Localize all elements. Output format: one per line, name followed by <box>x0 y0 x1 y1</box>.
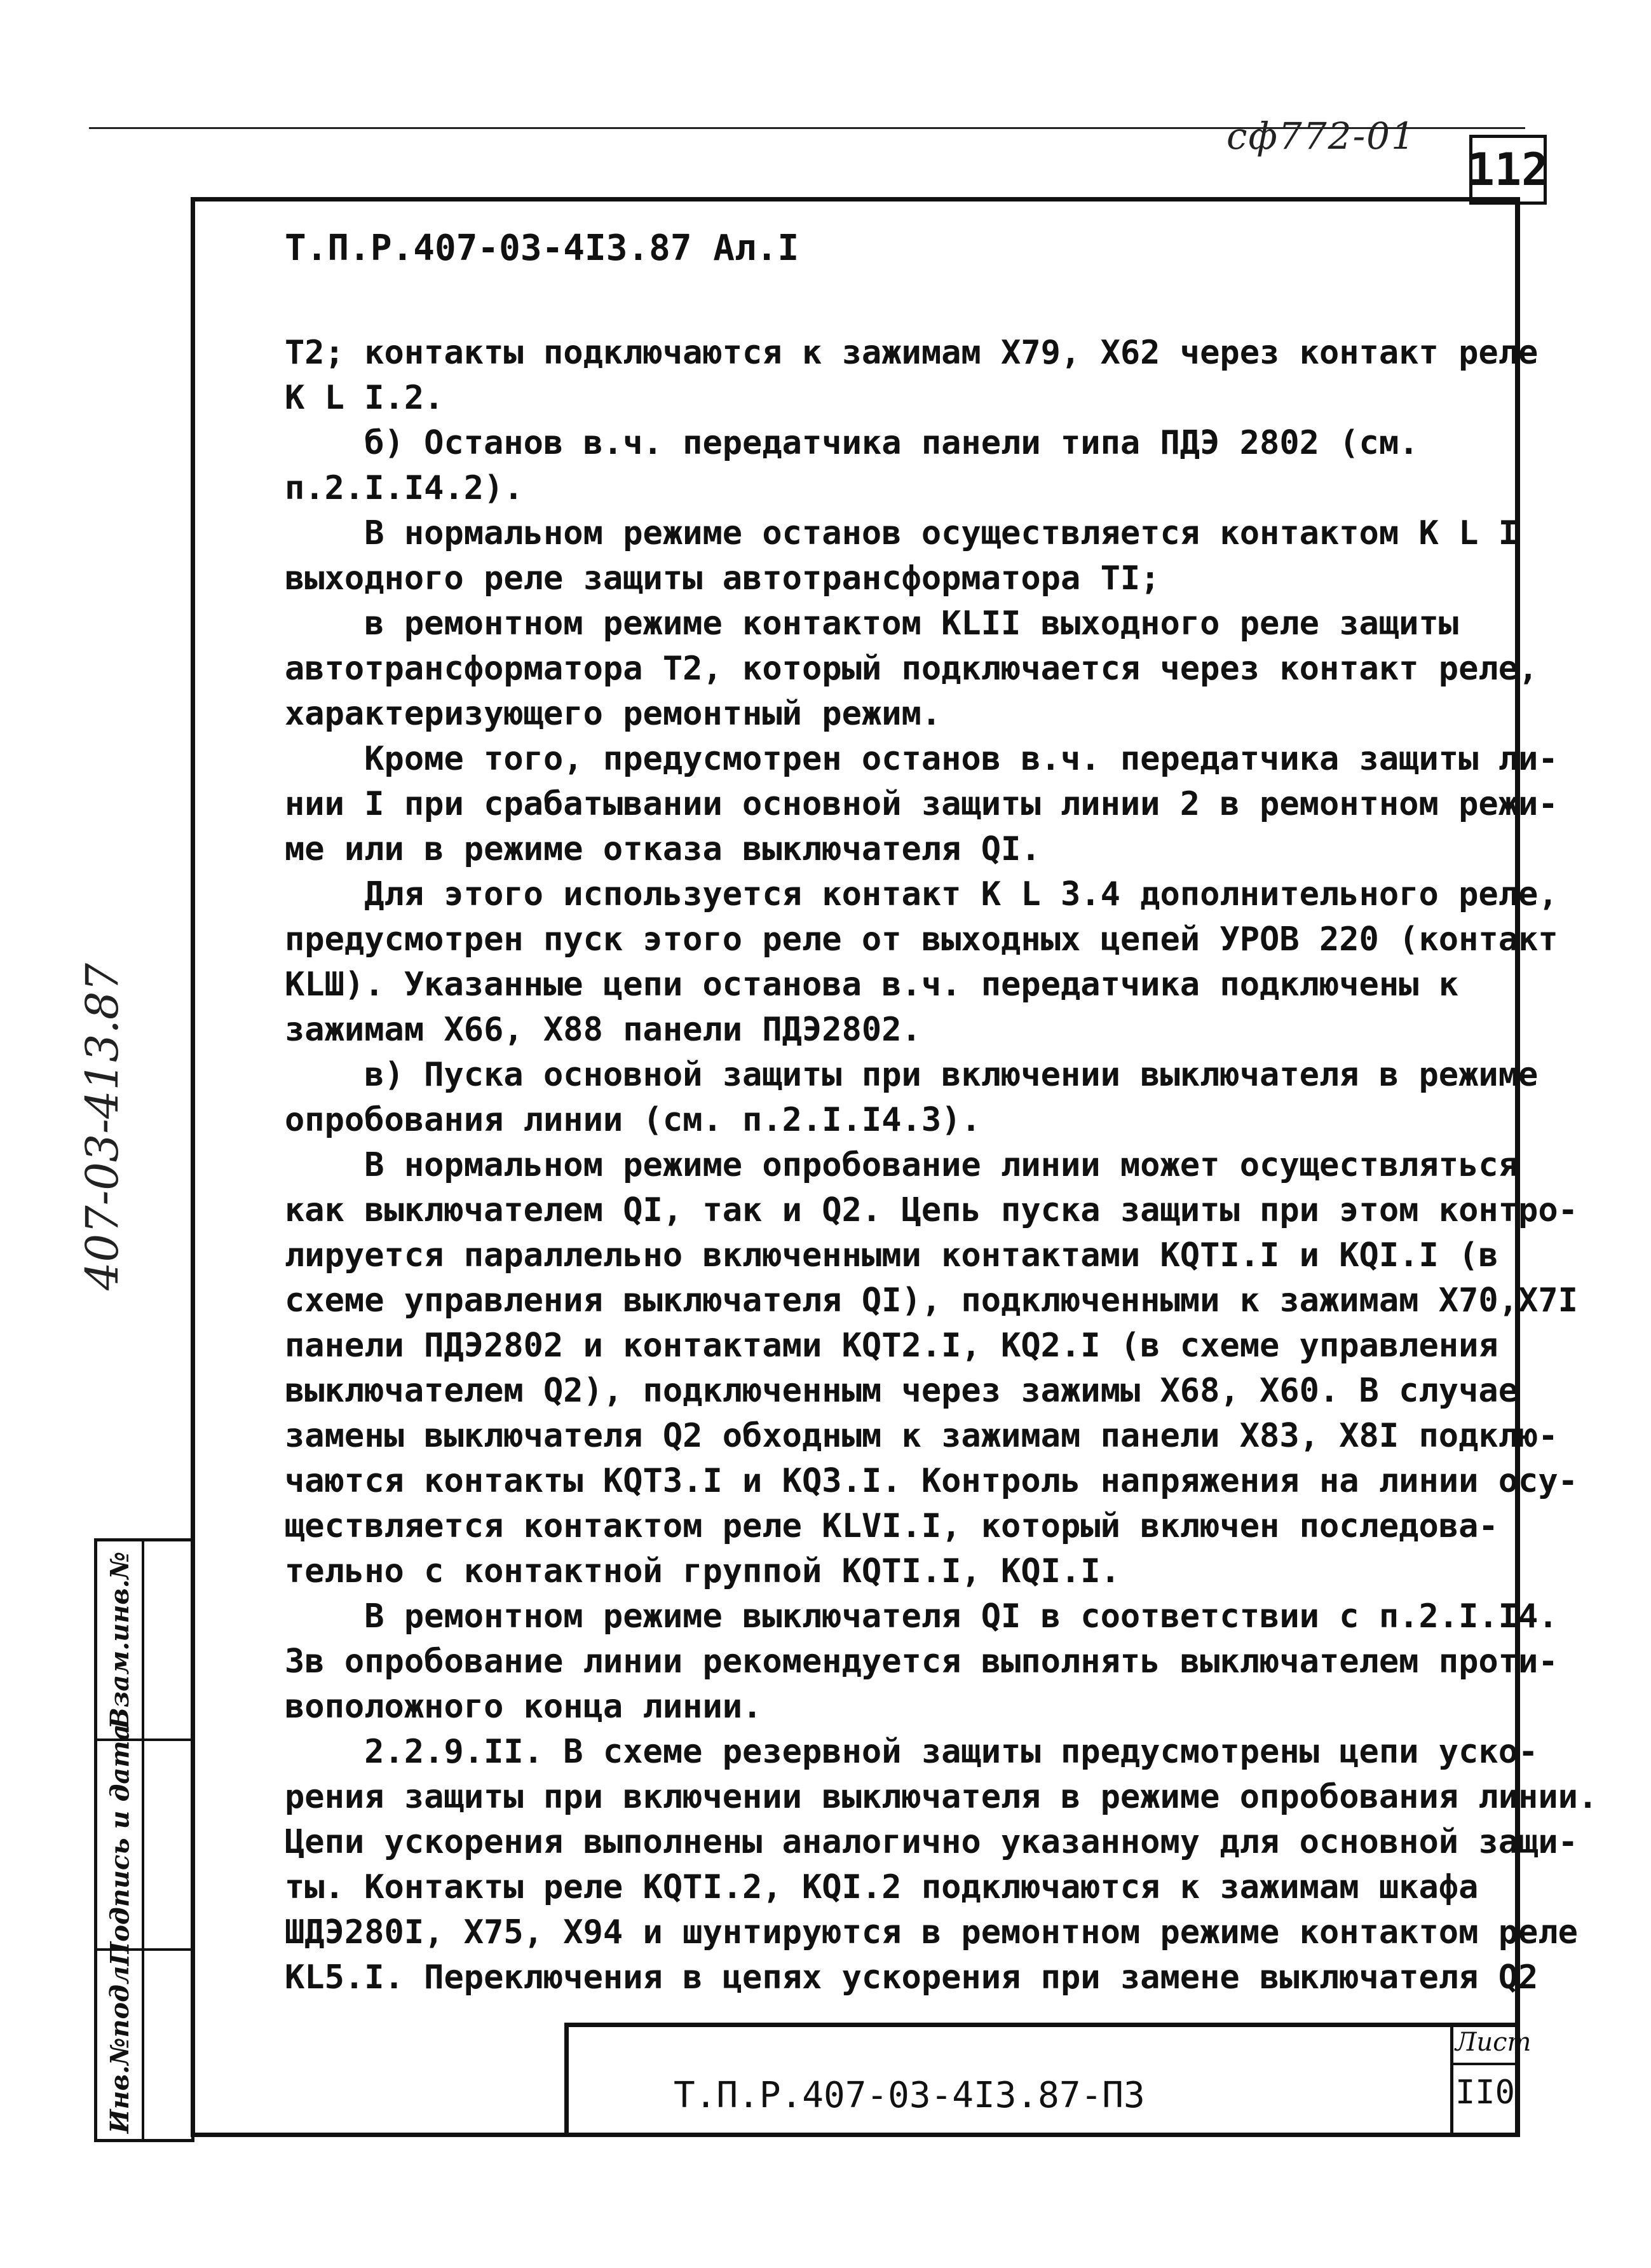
text-line: панели ПДЭ2802 и контактами КQT2.I, КQ2.I (в схеме управления <box>285 1327 1498 1365</box>
text-line: схеме управления выключателя QI), подключенными к зажимам Х70,Х7I <box>285 1281 1578 1320</box>
text-line: нии I при срабатывании основной защиты линии 2 в ремонтном режи- <box>285 785 1558 823</box>
side-label-original-inventory: Инв.№подл. <box>105 1957 135 2133</box>
text-line: замены выключателя Q2 обходным к зажимам панели Х83, Х8I подклю- <box>285 1417 1558 1455</box>
title-block-doc-code: Т.П.Р.407-03-4I3.87-ПЗ <box>674 2075 1145 2116</box>
text-line: Кроме того, предусмотрен останов в.ч. передатчика защиты ли- <box>285 740 1558 778</box>
text-line: характеризующего ремонтный режим. <box>285 695 942 733</box>
text-line: тельно с контактной группой КQTI.I, КQI.I. <box>285 1552 1120 1590</box>
text-line: выходного реле защиты автотрансформатора ТI; <box>285 559 1160 598</box>
sheet-cell-divider <box>1450 2023 1453 2137</box>
text-line: ты. Контакты реле КQTI.2, КQI.2 подключаются к зажимам шкафа <box>285 1868 1479 1906</box>
text-line: предусмотрен пуск этого реле от выходных цепей УРОВ 220 (контакт <box>285 920 1558 959</box>
text-line: как выключателем QI, так и Q2. Цепь пуска защиты при этом контро- <box>285 1191 1578 1229</box>
margin-document-code: 407-03-413.87 <box>76 963 128 1290</box>
archive-code: сф772-01 <box>1226 114 1416 158</box>
page-number-box <box>1469 135 1547 205</box>
side-stamp-table <box>94 1538 194 2142</box>
page-number: 112 <box>1467 144 1549 196</box>
text-line: 2.2.9.II. В схеме резервной защиты предусмотрены цепи уско- <box>285 1733 1539 1771</box>
sheet-label: Лист <box>1455 2028 1532 2057</box>
side-label-cell <box>101 1723 139 1966</box>
text-line: лируется параллельно включенными контактами КQTI.I и КQI.I (в <box>285 1236 1498 1274</box>
text-line: В нормальном режиме останов осуществляется контактом К L I <box>285 514 1519 552</box>
text-line: выключателем Q2), подключенным через зажимы Х68, Х60. В случае <box>285 1372 1519 1410</box>
text-line: автотрансформатора Т2, который подключается через контакт реле, <box>285 650 1539 688</box>
side-label-replaced-inventory: Взам.инв.№ <box>105 1551 135 1729</box>
side-label-signature-date: Подпись и дата <box>105 1723 135 1966</box>
sheet-cell-row-divider <box>1450 2063 1520 2065</box>
text-line: воположного конца линии. <box>285 1688 763 1726</box>
text-line: Цепи ускорения выполнены аналогично указанному для основной защи- <box>285 1823 1578 1861</box>
text-line: В ремонтном режиме выключателя QI в соответствии с п.2.I.I4. <box>285 1597 1558 1636</box>
text-line: б) Останов в.ч. передатчика панели типа ПДЭ 2802 (см. <box>285 424 1419 462</box>
text-line: п.2.I.I4.2). <box>285 469 524 507</box>
text-line: 3в опробование линии рекомендуется выполнять выключателем проти- <box>285 1643 1558 1681</box>
body-text <box>285 331 1598 2000</box>
document-header-code: Т.П.Р.407-03-4I3.87 Ал.I <box>285 228 799 269</box>
text-line: зажимам Х66, Х88 панели ПДЭ2802. <box>285 1011 921 1049</box>
text-line: КL5.I. Переключения в цепях ускорения при замене выключателя Q2 <box>285 1958 1539 1997</box>
side-table-column-divider <box>142 1541 144 2139</box>
text-line: ШДЭ280I, Х75, Х94 и шунтируются в ремонтном режиме контактом реле <box>285 1913 1578 1951</box>
text-line: в ремонтном режиме контактом КLII выходного реле защиты <box>285 605 1459 643</box>
text-line: в) Пуска основной защиты при включении выключателя в режиме <box>285 1056 1539 1094</box>
side-label-cell <box>101 1541 139 1739</box>
text-line: чаются контакты КQТ3.I и КQ3.I. Контроль напряжения на линии осу- <box>285 1462 1578 1500</box>
sheet-number: II0 <box>1455 2073 1515 2112</box>
text-line: К L I.2. <box>285 379 444 417</box>
text-line: рения защиты при включении выключателя в режиме опробования линии. <box>285 1778 1598 1816</box>
text-line: ществляется контактом реле КLVI.I, который включен последова- <box>285 1507 1498 1545</box>
side-label-cell <box>101 1951 139 2139</box>
text-line: опробования линии (см. п.2.I.I4.3). <box>285 1101 981 1139</box>
text-line: ме или в режиме отказа выключателя QI. <box>285 830 1041 868</box>
text-line: В нормальном режиме опробование линии может осуществляться <box>285 1146 1519 1184</box>
text-line: Т2; контакты подключаются к зажимам Х79, Х62 через контакт реле <box>285 334 1539 372</box>
text-line: Для этого используется контакт К L 3.4 дополнительного реле, <box>285 875 1558 913</box>
text-line: КLШ). Указанные цепи останова в.ч. передатчика подключены к <box>285 966 1459 1004</box>
